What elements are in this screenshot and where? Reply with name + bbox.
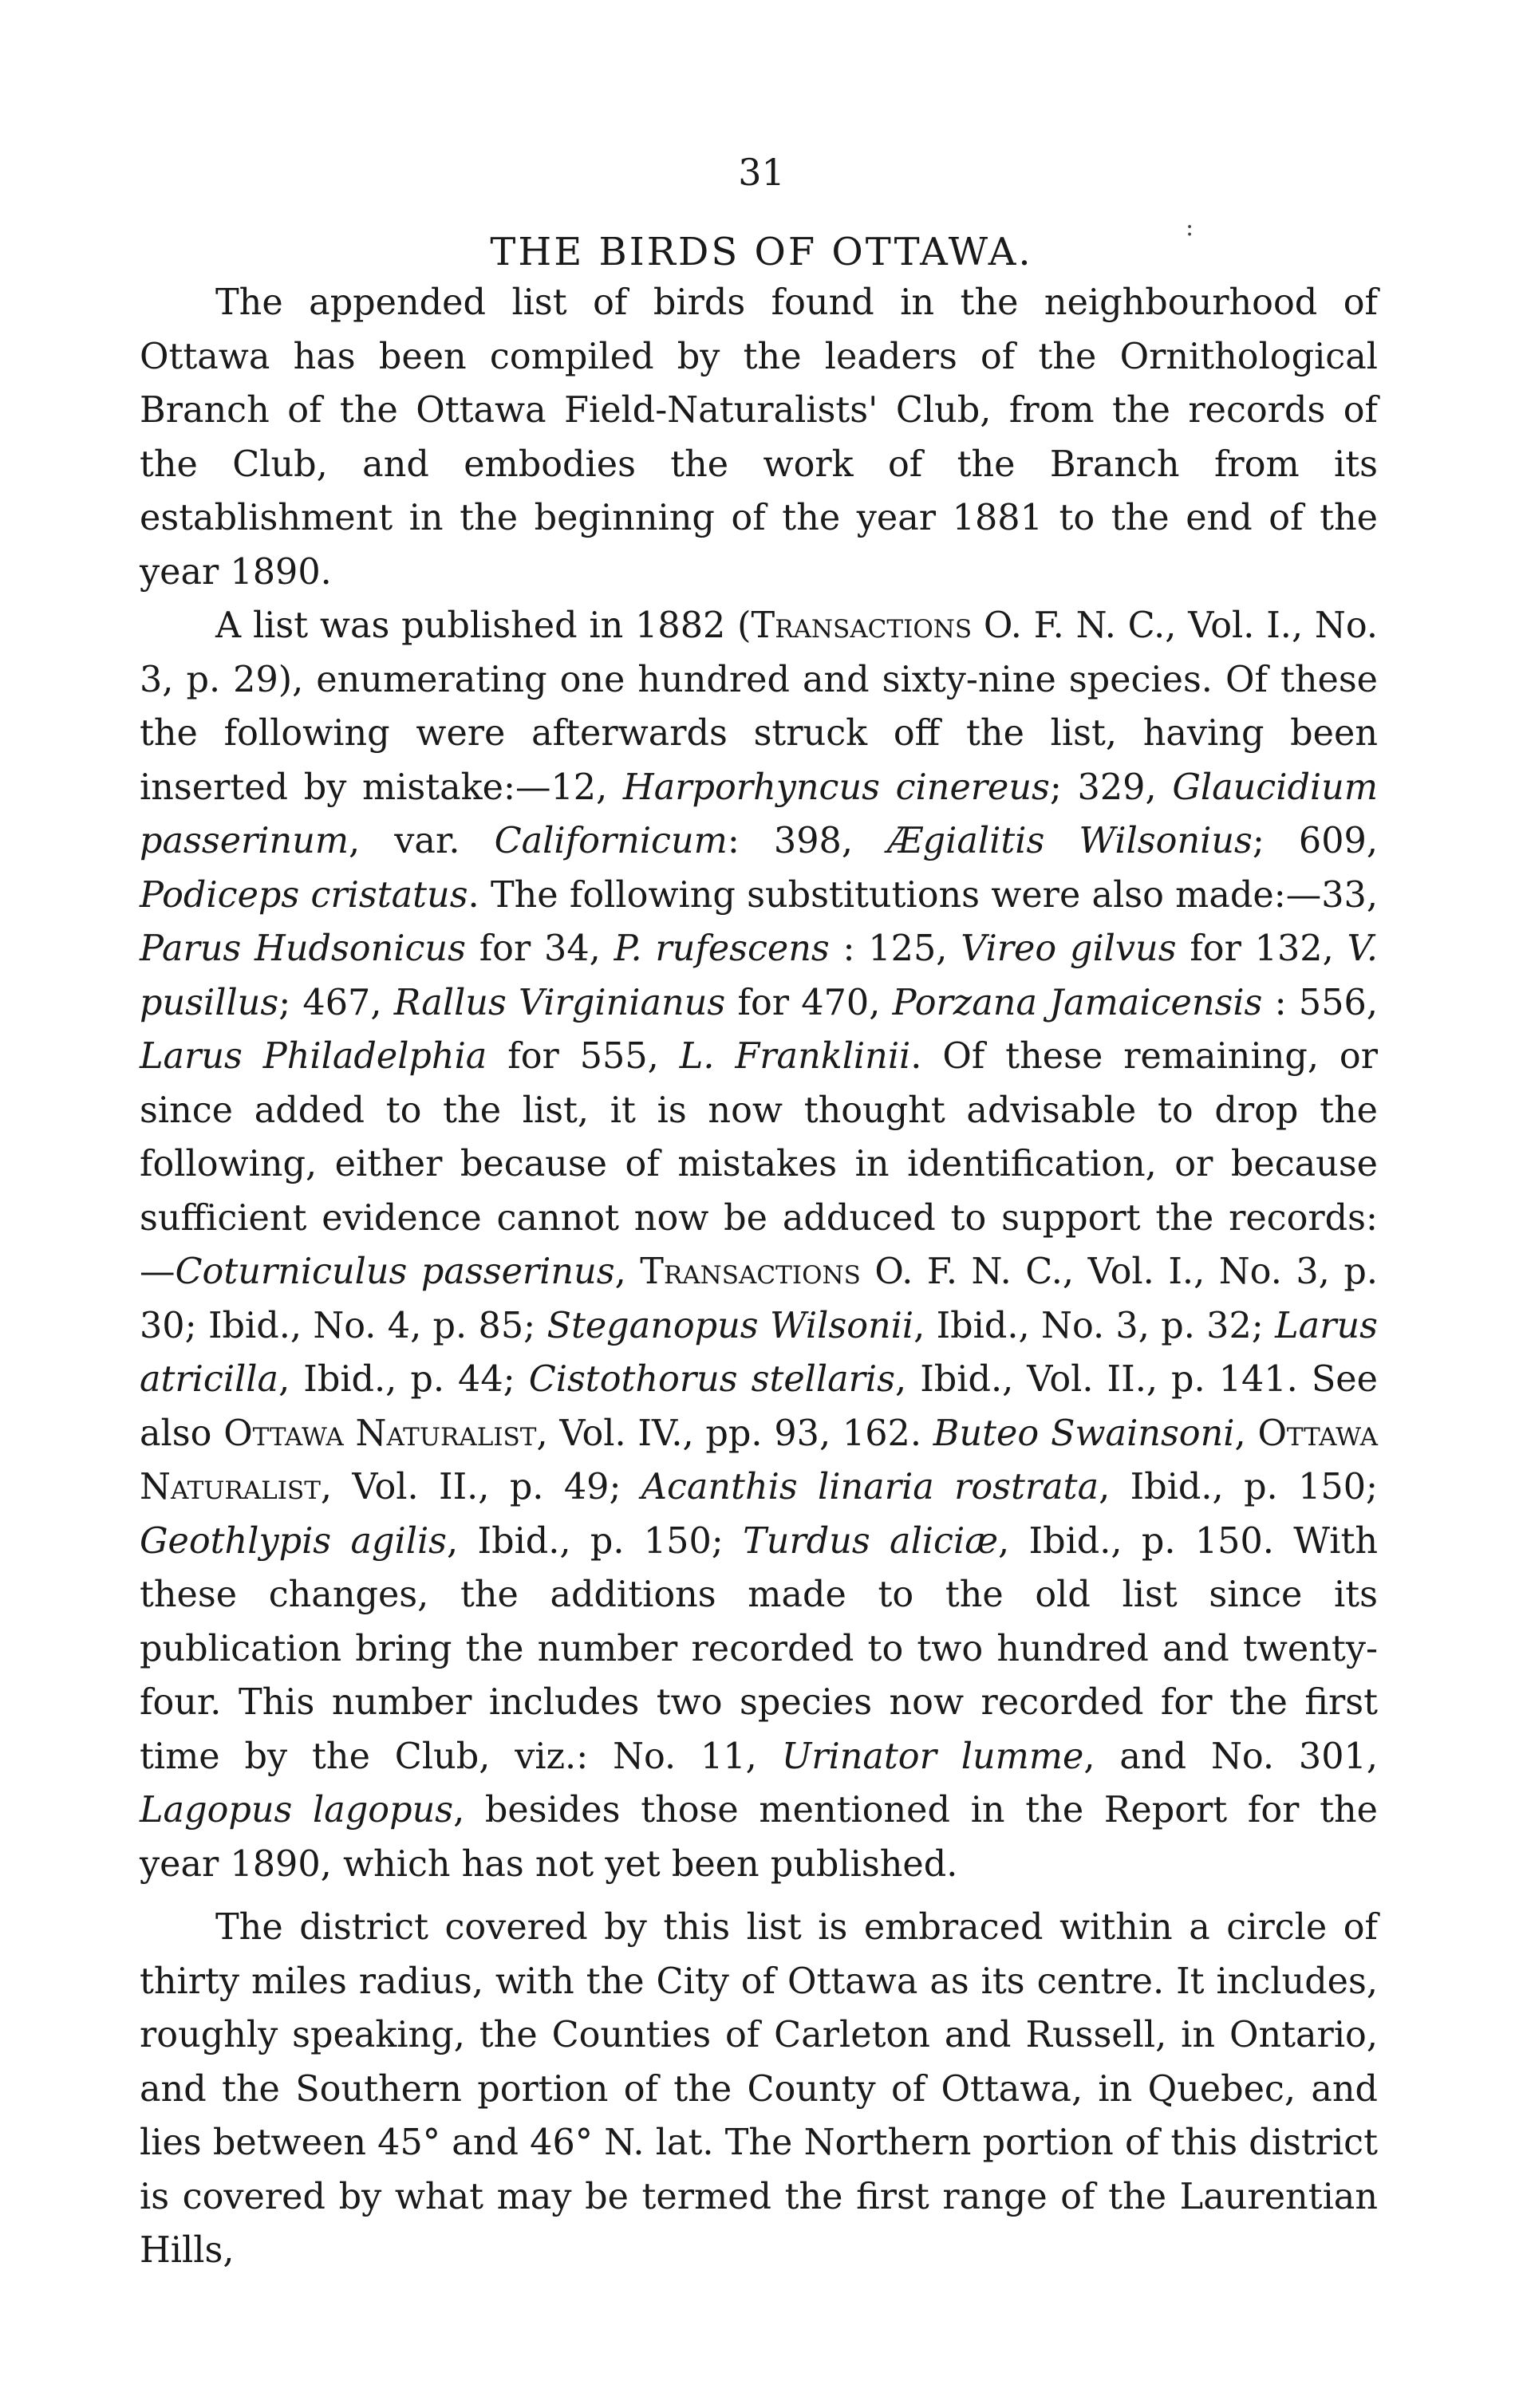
text-run: O. F. N. C., Vol. I., No. 3, p. 29), enumerating one hundred and sixty-nine species. Of these the following were afterwards struck off the list, having been inserted by mistake:—12, [140, 605, 1378, 808]
corner-mark: : [1186, 214, 1194, 242]
text-run: : 556, [1262, 982, 1378, 1023]
species-name: Larus atricilla [140, 1305, 1378, 1400]
text-run: , Ibid., p. 150. With these changes, the additions made to the old list since its publication bring the number recorded to two hundred and twenty-four. This number includes two species now recorded for the first time by the Club, viz.: No. 11, [140, 1520, 1379, 1777]
species-name: Podiceps cristatus [140, 874, 468, 916]
species-name: Ægialitis Wilsonius [887, 821, 1253, 861]
text-run: , and No. 301, [1083, 1736, 1378, 1777]
text-run: : 125, [829, 928, 961, 969]
journal-name: Transactions [640, 1251, 861, 1292]
species-name: Urinator lumme [781, 1736, 1084, 1777]
species-name: Steganopus Wilsonii [546, 1305, 914, 1346]
species-name: Coturniculus passerinus [175, 1251, 615, 1292]
species-name: V. pusillus [140, 928, 1379, 1023]
text-run: for 470, [725, 982, 893, 1023]
species-name: Californicum [494, 821, 728, 861]
text-run: , Vol. II., p. 49; [320, 1467, 641, 1507]
page-number: 31 [738, 151, 785, 194]
species-name: Larus Philadelphia [140, 1036, 487, 1077]
text-run: , [1234, 1413, 1258, 1454]
species-name: Porzana Jamaicensis [892, 982, 1263, 1023]
journal-name: Ottawa Naturalist [223, 1413, 537, 1454]
text-run: , Ibid., No. 3, p. 32; [913, 1305, 1276, 1346]
text-run: for 34, [465, 928, 614, 969]
species-name: Parus Hudsonicus [140, 928, 466, 969]
text-run: , Ibid., Vol. II., p. 141. See also [140, 1359, 1378, 1454]
species-name: Turdus aliciæ [743, 1520, 999, 1562]
species-name: Buteo Swainsoni [933, 1413, 1235, 1454]
species-name: P. rufescens [614, 928, 830, 969]
text-run: A list was published in 1882 ( [215, 605, 752, 646]
text-run: , Vol. IV., pp. 93, 162. [536, 1413, 933, 1454]
species-name: Geothlypis agilis [140, 1520, 448, 1562]
text-run: , Ibid., p. 44; [278, 1359, 529, 1400]
species-name: Vireo gilvus [961, 928, 1177, 969]
species-name: Lagopus lagopus [140, 1790, 454, 1831]
body-text [140, 276, 1378, 2278]
text-run: . Of these remaining, or since added to the list, it is now thought advisable to drop the following, either because of mistakes in identification, or because sufficient evidence cannot now be adduced to support the records:— [140, 1036, 1378, 1292]
text-run: , besides those mentioned in the Report for the year 1890, which has not yet been published. [140, 1790, 1378, 1885]
species-name: Cistothorus stellaris [528, 1359, 896, 1400]
text-run: , Ibid., p. 150; [447, 1520, 744, 1562]
text-run: ; 609, [1252, 821, 1378, 861]
text-run: , Ibid., p. 150; [1099, 1467, 1378, 1507]
paragraph: The appended list of birds found in the neighbourhood of Ottawa has been compiled by the leaders of the Ornithological Branch of the Ottawa Field-Naturalists' Club, from the records of the Club, and embodies the work of the Branch from its establishment in the beginning of the year 1881 to the end of the year 1890. [140, 282, 1378, 593]
species-name: L. Franklinii [679, 1036, 911, 1077]
text-run: for 555, [487, 1036, 680, 1077]
species-name: Acanthis linaria rostrata [641, 1467, 1099, 1507]
species-name: Rallus Virginianus [393, 982, 726, 1023]
text-run: , [614, 1251, 641, 1292]
species-name: Glaucidium passerinum [140, 767, 1379, 861]
species-name: Harporhyncus cinereus [622, 767, 1050, 808]
paragraph [140, 599, 1378, 1891]
text-run: for 132, [1176, 928, 1347, 969]
page-title: THE BIRDS OF OTTAWA. [490, 230, 1033, 274]
text-run: ; 467, [278, 982, 394, 1023]
text-run: : 398, [727, 821, 888, 861]
journal-name: Ottawa Naturalist [140, 1413, 1378, 1507]
text-run: , var. [349, 821, 495, 861]
journal-name: Transactions [751, 605, 973, 646]
text-run: O. F. N. C., Vol. I., No. 3, p. 30; Ibid., No. 4, p. 85; [140, 1251, 1378, 1346]
text-run: . The following substitutions were also made:—33, [468, 874, 1378, 916]
paragraph: The district covered by this list is embraced within a circle of thirty miles radius, with the City of Ottawa as its centre. It includes, roughly speaking, the Counties of Carleton and Russell, in Ontario, and the Southern portion of the County of Ottawa, in Quebec, and lies between 45° and 46° N. lat. The Northern portion of this district is covered by what may be termed the first range of the Laurentian Hills, [140, 1907, 1378, 2271]
text-run: ; 329, [1049, 767, 1173, 808]
